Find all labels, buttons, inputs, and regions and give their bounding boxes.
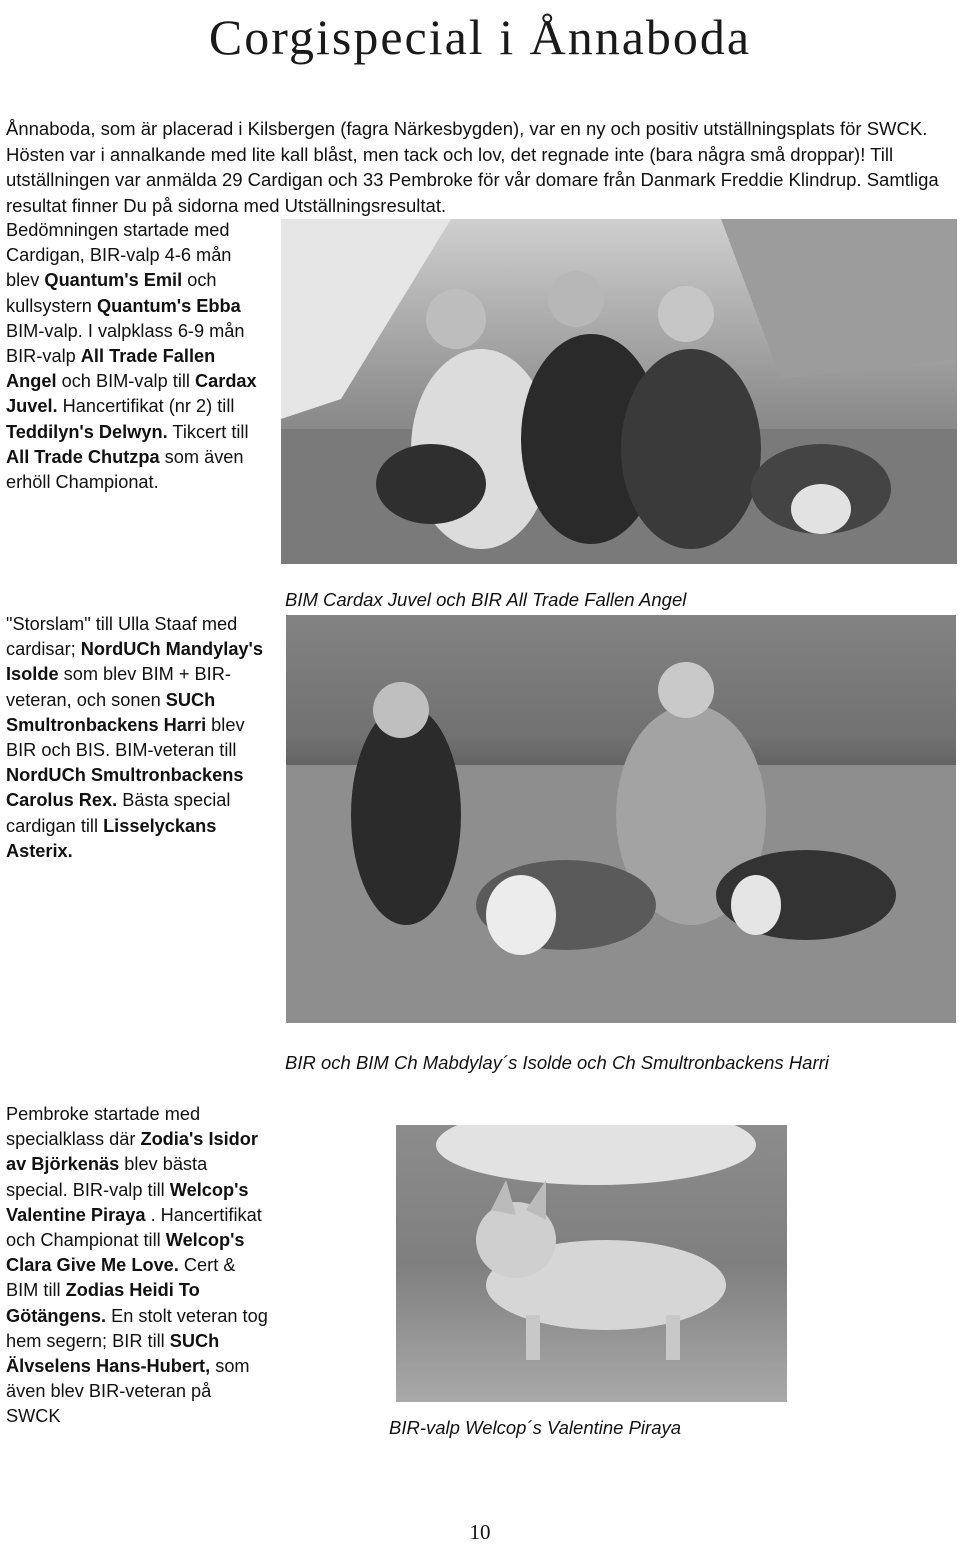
dog-name: Zodia's Isidor av Björkenäs [6,1129,258,1175]
dog-name: All Trade Fallen Angel [6,346,216,392]
pembroke-results-text [6,1102,268,1430]
photo-judges-with-dogs [281,219,957,564]
text-run: som även blev BIR-veteran på SWCK [6,1356,250,1427]
text-run: Cert & BIM till [6,1255,236,1301]
text-run: Bästa special cardigan till [6,790,231,836]
dog-name: Cardax Juvel. [6,371,257,417]
text-run: som även erhöll Championat. [6,446,244,493]
dog-name: SUCh Älvselens Hans-Hubert, [6,1330,220,1377]
text-run: Bedömningen startade med Cardigan, BIR-valp 4-6 mån blev [6,220,232,291]
dog-name: Quantum's Emil [44,270,183,291]
text-run: En stolt veteran tog hem segern; BIR till [6,1305,268,1351]
photo-valentine-piraya [396,1125,787,1402]
photo-isolde-and-harri [286,615,956,1023]
page-number: 10 [469,1520,491,1544]
text-run: "Storslam" till Ulla Staaf med cardisar; [6,614,238,660]
caption-photo-2: BIR och BIM Ch Mabdylay´s Isolde och Ch Smultronbackens Harri [285,1052,829,1073]
dog-name: Zodias Heidi To Götängens. [6,1280,200,1326]
text-run: blev BIR och BIS. BIM-veteran till [6,714,245,761]
dog-name: Welcop's Clara Give Me Love. [6,1230,245,1276]
dog-name: Quantum's Ebba [96,295,241,316]
photo-judges-graphic [281,219,957,564]
dog-name: Lisselyckans Asterix. [6,815,217,861]
photo-isolde-graphic [286,615,956,1023]
text-run: som blev BIM + BIR-veteran, och sonen [6,664,231,710]
text-run: Tikcert till [167,421,249,442]
text-run: Hancertifikat (nr 2) till [57,396,235,417]
caption-photo-1: BIM Cardax Juvel och BIR All Trade Fallen Angel [285,589,687,610]
dog-name: SUCh Smultronbackens Harri [6,689,216,735]
dog-name: NordUCh Mandylay's Isolde [6,639,263,685]
dog-name: NordUCh Smultronbackens Carolus Rex. [6,765,244,811]
text-run: . Hancertifikat och Championat till [6,1204,262,1251]
photo-piraya-graphic [396,1125,787,1402]
cardigan-results-text [6,218,268,495]
text-run: blev bästa special. BIR-valp till [6,1154,208,1200]
dog-name: Teddilyn's Delwyn. [6,421,168,442]
cardigan-special-text [6,612,268,864]
text-run: och kullsystern [6,270,217,316]
text-run: BIM-valp. I valpklass 6-9 mån BIR-valp [6,320,245,367]
dog-name: Welcop's Valentine Piraya [6,1179,249,1225]
text-run: Pembroke startade med specialklass där [6,1104,201,1150]
caption-photo-3: BIR-valp Welcop´s Valentine Piraya [389,1417,682,1438]
dog-name: All Trade Chutzpa [6,446,160,467]
text-run: och BIM-valp till [56,371,195,392]
page-title: Corgispecial i Ånnaboda [208,9,752,65]
intro-paragraph: Ånnaboda, som är placerad i Kilsbergen (fagra Närkesbygden), var en ny och positiv utställningsplats för SWCK. Hösten var i annalkande med lite kall blåst, men tack och lov, det regnade inte (bara några små droppar)! Till utställningen var anmälda 29 Cardigan och 33 Pembroke för vår domare från Danmark Freddie Klindrup. Samtliga resultat finner Du på sidorna med Utställningsresultat. [6,118,939,216]
